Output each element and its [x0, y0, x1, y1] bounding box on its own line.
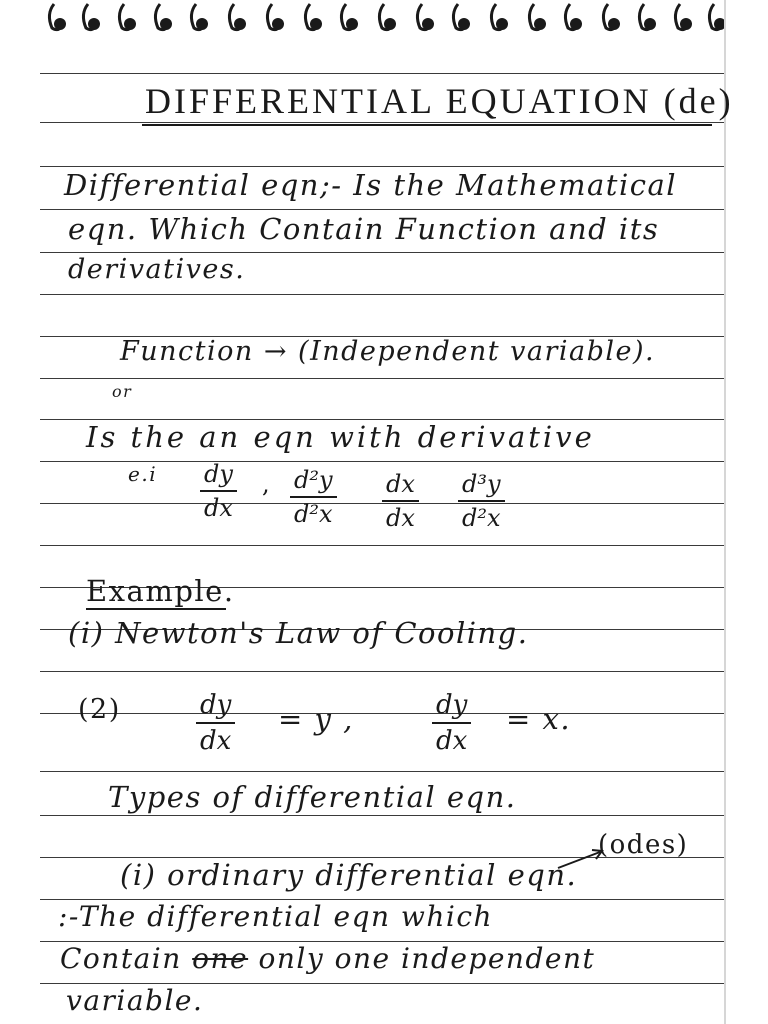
definition-line-2: eqn. Which Contain Function and its [68, 212, 660, 246]
example-2-fraction [432, 692, 471, 754]
ruled-line [40, 378, 724, 379]
or-mark: or [112, 382, 133, 401]
ode-definition-line-3: variable. [66, 984, 204, 1017]
example-1: (i) Newton's Law of Cooling. [68, 616, 529, 650]
ruled-line [40, 671, 724, 672]
function-note: Function → (Independent variable). [120, 336, 656, 367]
example-2-rhs-2: = x. [506, 702, 572, 736]
definition-line-3: derivatives. [68, 254, 246, 285]
fraction-denominator: d²x [458, 500, 505, 530]
ruled-line [40, 713, 724, 714]
ruled-line [40, 771, 724, 772]
fraction-denominator: d²x [290, 496, 337, 526]
fraction-denominator: dx [432, 722, 471, 754]
ode-definition-line-2 [60, 942, 595, 975]
fraction-numerator: dx [386, 470, 415, 498]
alt-definition: Is the an eqn with derivative [86, 420, 595, 454]
ode-definition-prefix: Contain [60, 942, 182, 975]
ruled-line [40, 73, 724, 74]
fraction-numerator: dy [200, 690, 232, 720]
types-heading: Types of differential eqn. [108, 780, 517, 814]
example-2-fraction [196, 692, 235, 754]
title-underline [142, 124, 712, 126]
ruled-line [40, 209, 724, 210]
derivative-fraction [290, 468, 337, 526]
page-title: DIFFERENTIAL EQUATION (de) [145, 81, 734, 121]
derivative-fraction [382, 472, 419, 530]
example-2-rhs-1: = y , [278, 702, 354, 736]
fraction-denominator: dx [382, 500, 419, 530]
page-edge [724, 0, 726, 1024]
definition-line-1: Differential eqn;- Is the Mathematical [64, 168, 678, 202]
fraction-numerator: dy [436, 690, 468, 720]
derivative-fraction [200, 462, 237, 520]
ruled-line [40, 815, 724, 816]
fraction-denominator: dx [196, 722, 235, 754]
ruled-line [40, 545, 724, 546]
fraction-numerator: d²y [294, 466, 333, 494]
example-underline [86, 608, 226, 610]
fraction-numerator: d³y [462, 470, 501, 498]
ode-definition-rest: only one independent [258, 942, 596, 975]
fraction-numerator: dy [204, 460, 233, 488]
example-heading: Example. [86, 574, 235, 608]
comma-separator: , [262, 470, 270, 498]
ruled-line [40, 166, 724, 167]
derivative-fraction [458, 472, 505, 530]
struck-word: one [192, 942, 249, 975]
ruled-line [40, 294, 724, 295]
ruled-line [40, 122, 724, 123]
type-1-ode: (i) ordinary differential eqn. [120, 858, 578, 892]
odes-label: (odes) [598, 830, 689, 860]
example-2-label: (2) [78, 694, 121, 725]
ie-label: e.i [128, 462, 158, 486]
fraction-denominator: dx [200, 490, 237, 520]
ruled-line [40, 252, 724, 253]
ode-definition-line-1: :-The differential eqn which [58, 900, 494, 933]
spiral-binding [40, 0, 730, 36]
